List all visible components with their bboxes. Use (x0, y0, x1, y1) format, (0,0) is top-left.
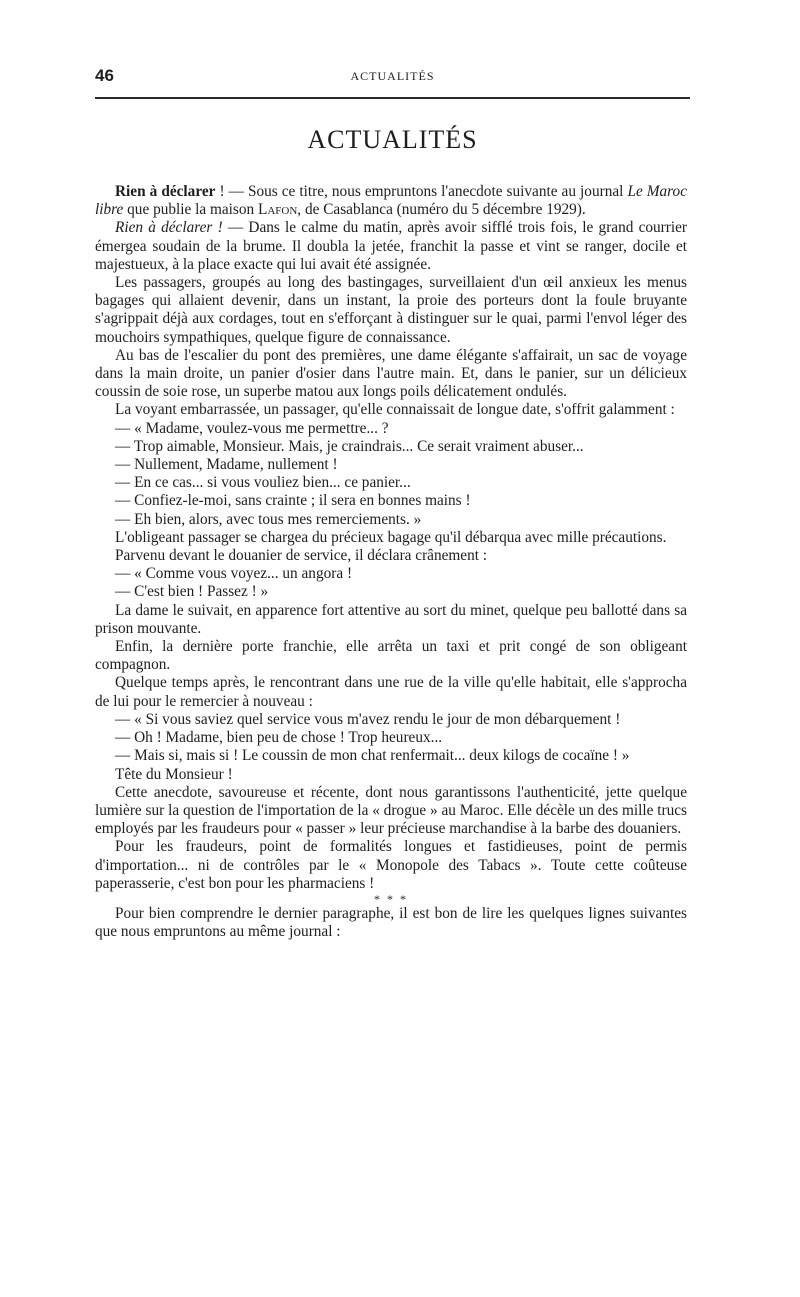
paragraph: Les passagers, groupés au long des bastingages, surveillaient d'un œil anxieux les menus bagages qui allaient devenir, dans un instant, la proie des porteurs dont la foule bruyante s'agrippait déjà aux cordages, tout en s'efforçant à distinguer sur le quai, parmi l'envol léger des mouchoirs sympathiques, quelque figure de connaissance. (95, 274, 687, 346)
header-rule (95, 97, 690, 99)
paragraph (95, 219, 687, 274)
dialogue-line: — « Madame, voulez-vous me permettre... ? (115, 419, 389, 437)
dialogue-line: — Trop aimable, Monsieur. Mais, je craindrais... Ce serait vraiment abuser... (115, 437, 584, 455)
paragraph: Cette anecdote, savoureuse et récente, dont nous garantissons l'authenticité, jette quelque lumière sur la question de l'importation de la « drogue » au Maroc. Elle décèle un des mille trucs employés par les fraudeurs pour « passer » leur précieuse marchandise à la barbe des douaniers. (95, 783, 687, 838)
article-title: ACTUALITÉS (307, 125, 478, 154)
paragraph: La dame le suivait, en apparence fort attentive au sort du minet, quelque peu ballotté dans sa prison mouvante. (95, 601, 687, 637)
dialogue-line: — Oh ! Madame, bien peu de chose ! Trop heureux... (115, 729, 443, 747)
paragraph: Enfin, la dernière porte franchie, elle arrêta un taxi et prit congé de son obligeant compagnon. (95, 638, 687, 674)
dialogue-line: — Confiez-le-moi, sans crainte ; il sera en bonnes mains ! (115, 492, 471, 510)
journal-name: Le Maroc libre (95, 183, 687, 219)
story-title: Rien à déclarer ! (115, 219, 223, 237)
paragraph: Tête du Monsieur ! (115, 765, 233, 783)
paragraph: L'obligeant passager se chargea du précieux bagage qu'il débarqua avec mille précautions. (115, 528, 667, 546)
section-separator: * * * (374, 891, 408, 906)
text-run: ! — Sous ce titre, nous empruntons l'anecdote suivante au journal (215, 183, 628, 200)
paragraph: Au bas de l'escalier du pont des premières, une dame élégante s'affairait, un sac de voyage dans la main droite, un panier d'osier dans l'autre main. Et, dans le panier, sur un délicieux coussin de soie rose, un superbe matou aux longs poils délicatement ondulés. (95, 346, 687, 401)
paragraph: Parvenu devant le douanier de service, il déclara crânement : (115, 547, 488, 565)
text-run: — Dans le calme du matin, après avoir sifflé trois fois, le grand courrier émergea soudain de la brume. Il doubla la jetée, franchit la passe et vint se ranger, docile et majestueux, à la place exacte qui lui avait été assignée. (95, 219, 687, 273)
dialogue-line: — En ce cas... si vous vouliez bien... ce panier... (115, 474, 411, 492)
dialogue-line: — Eh bien, alors, avec tous mes remerciements. » (115, 510, 422, 528)
dialogue-line: — « Comme vous voyez... un angora ! (115, 565, 353, 583)
dialogue-line: — Mais si, mais si ! Le coussin de mon chat renfermait... deux kilogs de cocaïne ! » (115, 747, 630, 765)
paragraph: Quelque temps après, le rencontrant dans une rue de la ville qu'elle habitait, elle s'approcha de lui pour le remercier à nouveau : (95, 674, 687, 710)
dialogue-line: — C'est bien ! Passez ! » (115, 583, 269, 601)
dialogue-line: — Nullement, Madame, nullement ! (115, 456, 338, 474)
dialogue-line: — « Si vous saviez quel service vous m'avez rendu le jour de mon débarquement ! (115, 710, 621, 728)
paragraph: Pour bien comprendre le dernier paragraphe, il est bon de lire les quelques lignes suivantes que nous empruntons au même journal : (95, 904, 687, 941)
text-run: , de Casablanca (numéro du 5 décembre 1929). (297, 201, 586, 219)
paragraph: Pour les fraudeurs, point de formalités longues et fastidieuses, point de permis d'importation... ni de contrôles par le « Monopole des Tabacs ». Toute cette coûteuse paperasserie, c'est bon pour les pharmaciens ! (95, 838, 687, 892)
running-head (95, 66, 690, 96)
text-run: que publie la maison (123, 201, 258, 219)
publisher-name: Lafon (258, 201, 298, 219)
paragraph-intro (95, 183, 687, 219)
article-body (95, 183, 687, 941)
running-title: ACTUALITÉS (350, 69, 435, 83)
page-number: 46 (95, 66, 114, 85)
lead-heading: Rien à déclarer (115, 183, 216, 200)
paragraph: La voyant embarrassée, un passager, qu'elle connaissait de longue date, s'offrit galamment : (115, 401, 675, 419)
